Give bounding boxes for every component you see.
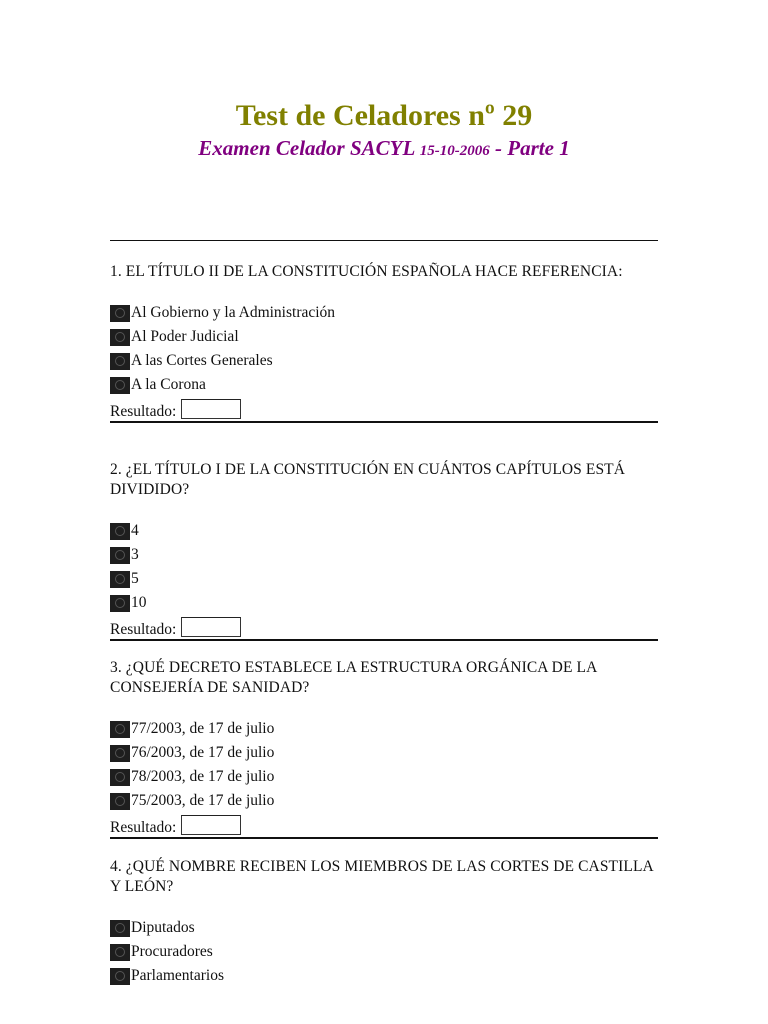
question-divider xyxy=(110,837,658,839)
radio-button-icon[interactable] xyxy=(110,721,130,738)
question-3 xyxy=(110,658,658,839)
question-1 xyxy=(110,262,658,423)
question-text: 1. EL TÍTULO II DE LA CONSTITUCIÓN ESPAÑOLA HACE REFERENCIA: xyxy=(110,263,623,280)
option-label: Al Gobierno y la Administración xyxy=(131,304,336,321)
result-label: Resultado: xyxy=(110,621,177,638)
answer-option[interactable] xyxy=(110,964,658,988)
answer-option[interactable] xyxy=(110,349,658,373)
radio-button-icon[interactable] xyxy=(110,944,130,961)
answer-option[interactable] xyxy=(110,741,658,765)
result-row xyxy=(110,397,658,421)
option-label: 5 xyxy=(131,570,139,587)
answer-options xyxy=(110,916,658,988)
result-row xyxy=(110,813,658,837)
answer-option[interactable] xyxy=(110,940,658,964)
option-label: Procuradores xyxy=(131,943,213,960)
subtitle-main: Examen Celador SACYL xyxy=(198,136,420,160)
question-2 xyxy=(110,460,658,641)
question-divider xyxy=(110,421,658,423)
radio-button-icon[interactable] xyxy=(110,595,130,612)
page-subtitle xyxy=(0,134,768,165)
option-label: 78/2003, de 17 de julio xyxy=(131,768,275,785)
answer-option[interactable] xyxy=(110,591,658,615)
radio-button-icon[interactable] xyxy=(110,793,130,810)
answer-option[interactable] xyxy=(110,543,658,567)
answer-option[interactable] xyxy=(110,567,658,591)
option-label: 3 xyxy=(131,546,139,563)
radio-button-icon[interactable] xyxy=(110,745,130,762)
question-4 xyxy=(110,857,658,988)
result-field[interactable] xyxy=(181,617,241,637)
result-field[interactable] xyxy=(181,399,241,419)
answer-options xyxy=(110,301,658,397)
question-divider xyxy=(110,639,658,641)
radio-button-icon[interactable] xyxy=(110,523,130,540)
option-label: A las Cortes Generales xyxy=(131,352,273,369)
radio-button-icon[interactable] xyxy=(110,305,130,322)
question-text: 2. ¿EL TÍTULO I DE LA CONSTITUCIÓN EN CUÁNTOS CAPÍTULOS ESTÁ DIVIDIDO? xyxy=(110,461,626,498)
option-label: 75/2003, de 17 de julio xyxy=(131,792,275,809)
radio-button-icon[interactable] xyxy=(110,377,130,394)
option-label: 4 xyxy=(131,522,139,539)
result-label: Resultado: xyxy=(110,403,177,420)
option-label: 76/2003, de 17 de julio xyxy=(131,744,275,761)
option-label: Al Poder Judicial xyxy=(131,328,239,345)
answer-option[interactable] xyxy=(110,765,658,789)
page-title: Test de Celadores nº 29 xyxy=(235,99,533,132)
subtitle-date: 15-10-2006 xyxy=(419,143,490,159)
radio-button-icon[interactable] xyxy=(110,769,130,786)
answer-option[interactable] xyxy=(110,301,658,325)
answer-option[interactable] xyxy=(110,916,658,940)
option-label: Parlamentarios xyxy=(131,967,224,984)
answer-options xyxy=(110,717,658,813)
answer-option[interactable] xyxy=(110,325,658,349)
radio-button-icon[interactable] xyxy=(110,968,130,985)
option-label: Diputados xyxy=(131,919,195,936)
result-field[interactable] xyxy=(181,815,241,835)
answer-option[interactable] xyxy=(110,373,658,397)
result-row xyxy=(110,615,658,639)
top-divider xyxy=(110,240,658,241)
result-label: Resultado: xyxy=(110,819,177,836)
option-label: 10 xyxy=(131,594,147,611)
question-text: 3. ¿QUÉ DECRETO ESTABLECE LA ESTRUCTURA ORGÁNICA DE LA CONSEJERÍA DE SANIDAD? xyxy=(110,659,597,696)
option-label: 77/2003, de 17 de julio xyxy=(131,720,275,737)
option-label: A la Corona xyxy=(131,376,206,393)
answer-option[interactable] xyxy=(110,717,658,741)
radio-button-icon[interactable] xyxy=(110,571,130,588)
answer-option[interactable] xyxy=(110,789,658,813)
radio-button-icon[interactable] xyxy=(110,920,130,937)
answer-options xyxy=(110,519,658,615)
radio-button-icon[interactable] xyxy=(110,353,130,370)
radio-button-icon[interactable] xyxy=(110,547,130,564)
question-text: 4. ¿QUÉ NOMBRE RECIBEN LOS MIEMBROS DE LAS CORTES DE CASTILLA Y LEÓN? xyxy=(110,858,653,895)
subtitle-part: - Parte 1 xyxy=(489,136,570,160)
answer-option[interactable] xyxy=(110,519,658,543)
radio-button-icon[interactable] xyxy=(110,329,130,346)
